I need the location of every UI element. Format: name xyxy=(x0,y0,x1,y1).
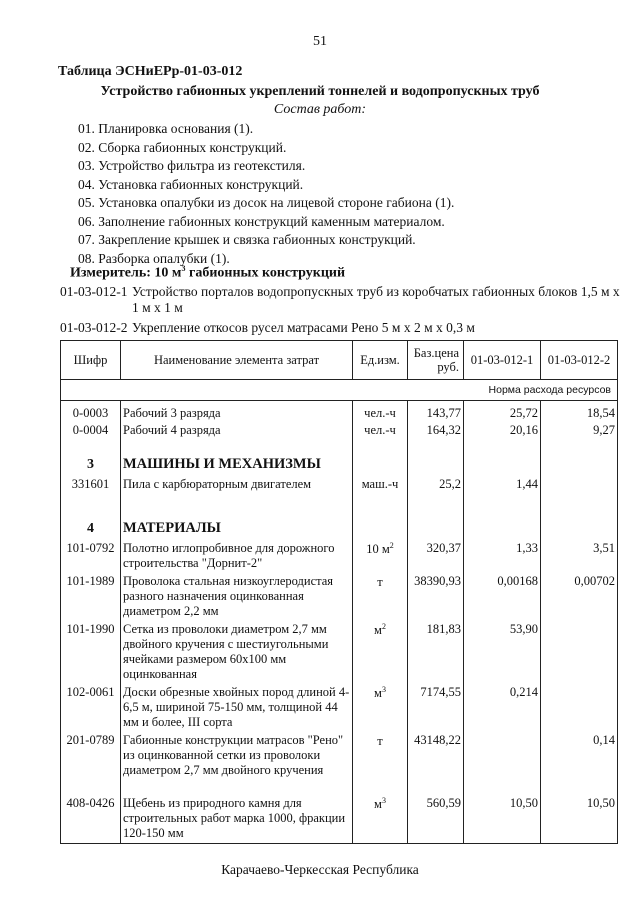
row-price: 7174,55 xyxy=(408,685,464,733)
measure-suffix: габионных конструкций xyxy=(185,265,346,281)
row-value-2 xyxy=(541,622,618,685)
row-unit xyxy=(353,574,408,622)
row-code: 0-0003 xyxy=(61,401,121,423)
unit-text: м xyxy=(374,622,382,637)
work-item: 02. Сборка габионных конструкций. xyxy=(78,139,287,155)
unit-text: т xyxy=(377,733,383,748)
work-item: 08. Разборка опалубки (1). xyxy=(78,250,230,266)
unit-text: 10 м xyxy=(366,541,390,556)
measure-sup: 3 xyxy=(181,264,186,273)
norm-row xyxy=(61,380,618,401)
page-number: 51 xyxy=(313,34,327,49)
row-code: 408-0426 xyxy=(61,796,121,844)
row-name: Доски обрезные хвойных пород длиной 4-6,5 м, шириной 75-150 мм, толщиной 44 мм и более, III сорта xyxy=(121,685,353,733)
rate-code-row xyxy=(60,320,620,336)
row-value-2: 18,54 xyxy=(541,401,618,423)
table-row xyxy=(61,796,618,844)
row-value-2: 3,51 xyxy=(541,537,618,574)
header-col2: 01-03-012-2 xyxy=(541,341,618,380)
header-unit: Ед.изм. xyxy=(353,341,408,380)
row-value-2: 10,50 xyxy=(541,796,618,844)
row-unit xyxy=(353,733,408,796)
row-unit xyxy=(353,622,408,685)
table-row xyxy=(61,622,618,685)
rate-code-row xyxy=(60,284,620,316)
rate-codes xyxy=(60,284,620,340)
row-unit: маш.-ч xyxy=(353,473,408,509)
row-price: 38390,93 xyxy=(408,574,464,622)
row-unit: чел.-ч xyxy=(353,401,408,423)
table-id: Таблица ЭСНиЕРр-01-03-012 xyxy=(58,64,243,79)
unit-sup: 2 xyxy=(381,621,386,631)
row-price: 143,77 xyxy=(408,401,464,423)
unit-text: м xyxy=(374,796,382,811)
section-title: МАШИНЫ И МЕХАНИЗМЫ xyxy=(121,445,353,473)
row-code: 0-0004 xyxy=(61,423,121,445)
row-value-1: 1,33 xyxy=(464,537,541,574)
row-name: Щебень из природного камня для строительных работ марка 1000, фракции 120-150 мм xyxy=(121,796,353,844)
row-price: 164,32 xyxy=(408,423,464,445)
row-unit xyxy=(353,685,408,733)
table-header-row xyxy=(61,341,618,380)
row-unit: чел.-ч xyxy=(353,423,408,445)
header-col1: 01-03-012-1 xyxy=(464,341,541,380)
document-title: Устройство габионных укреплений тоннелей и водопропускных труб xyxy=(100,84,540,99)
work-composition-heading: Состав работ: xyxy=(273,102,367,117)
row-value-1: 25,72 xyxy=(464,401,541,423)
table-row xyxy=(61,537,618,574)
work-item: 06. Заполнение габионных конструкций каменным материалом. xyxy=(78,213,445,229)
resource-table xyxy=(60,340,618,844)
unit-text: т xyxy=(377,574,383,589)
unit-text: м xyxy=(374,685,382,700)
row-price: 560,59 xyxy=(408,796,464,844)
row-code: 102-0061 xyxy=(61,685,121,733)
row-name: Пила с карбюраторным двигателем xyxy=(121,473,353,509)
row-name: Рабочий 4 разряда xyxy=(121,423,353,445)
row-unit xyxy=(353,537,408,574)
row-value-2 xyxy=(541,685,618,733)
row-code: 101-1989 xyxy=(61,574,121,622)
row-price: 320,37 xyxy=(408,537,464,574)
unit-sup: 3 xyxy=(381,795,386,805)
row-unit xyxy=(353,796,408,844)
work-list xyxy=(78,120,454,268)
row-code: 201-0789 xyxy=(61,733,121,796)
rate-code: 01-03-012-2 xyxy=(60,320,128,335)
work-item: 03. Устройство фильтра из геотекстиля. xyxy=(78,158,306,173)
row-value-1: 10,50 xyxy=(464,796,541,844)
header-code: Шифр xyxy=(61,341,121,380)
work-item: 01. Планировка основания (1). xyxy=(78,121,254,136)
row-price: 181,83 xyxy=(408,622,464,685)
section-number: 4 xyxy=(61,509,121,537)
row-value-1: 53,90 xyxy=(464,622,541,685)
table-row xyxy=(61,574,618,622)
row-name: Полотно иглопробивное для дорожного строительства "Дорнит-2" xyxy=(121,537,353,574)
row-value-2 xyxy=(541,473,618,509)
row-price: 25,2 xyxy=(408,473,464,509)
row-price: 43148,22 xyxy=(408,733,464,796)
section-header-row xyxy=(61,445,618,473)
work-item: 05. Установка опалубки из досок на лицевой стороне габиона (1). xyxy=(78,195,455,210)
rate-description: Устройство порталов водопропускных труб из коробчатых габионных блоков 1,5 м х 1 м х 1 м xyxy=(132,284,620,315)
unit-sup: 3 xyxy=(381,684,386,694)
row-code: 101-0792 xyxy=(61,537,121,574)
header-price: Баз.цена руб. xyxy=(408,341,464,380)
row-value-2: 9,27 xyxy=(541,423,618,445)
unit-sup: 2 xyxy=(389,540,394,550)
norm-label: Норма расхода ресурсов xyxy=(61,380,618,401)
rate-code: 01-03-012-1 xyxy=(60,284,128,299)
row-code: 331601 xyxy=(61,473,121,509)
row-value-1: 20,16 xyxy=(464,423,541,445)
table-row xyxy=(61,733,618,796)
table-row xyxy=(61,423,618,445)
work-item: 04. Установка габионных конструкций. xyxy=(78,176,304,192)
section-title: МАТЕРИАЛЫ xyxy=(121,509,353,537)
rate-description: Укрепление откосов русел матрасами Рено 5 м х 2 м х 0,3 м xyxy=(132,320,475,335)
row-name: Габионные конструкции матрасов "Рено" из оцинкованной сетки из проволоки диаметром 2,7 мм двойного кручения xyxy=(121,733,353,796)
row-value-2: 0,00702 xyxy=(541,574,618,622)
table-row xyxy=(61,401,618,423)
row-value-1: 0,214 xyxy=(464,685,541,733)
section-header-row xyxy=(61,509,618,537)
table-row xyxy=(61,473,618,509)
row-value-1 xyxy=(464,733,541,796)
row-value-1: 1,44 xyxy=(464,473,541,509)
page-footer: Карачаево-Черкесская Республика xyxy=(221,862,419,877)
row-value-2: 0,14 xyxy=(541,733,618,796)
measure-prefix: Измеритель: 10 м xyxy=(70,265,182,281)
section-number: 3 xyxy=(61,445,121,473)
work-item: 07. Закрепление крышек и связка габионных конструкций. xyxy=(78,232,416,247)
header-name: Наименование элемента затрат xyxy=(121,341,353,380)
row-name: Проволока стальная низкоуглеродистая разного назначения оцинкованная диаметром 2,2 мм xyxy=(121,574,353,622)
row-code: 101-1990 xyxy=(61,622,121,685)
row-name: Сетка из проволоки диаметром 2,7 мм двойного кручения с шестиугольными ячейками размером 60х100 мм оцинкованная xyxy=(121,622,353,685)
row-value-1: 0,00168 xyxy=(464,574,541,622)
measurement-unit xyxy=(70,264,345,282)
table-row xyxy=(61,685,618,733)
row-name: Рабочий 3 разряда xyxy=(121,401,353,423)
